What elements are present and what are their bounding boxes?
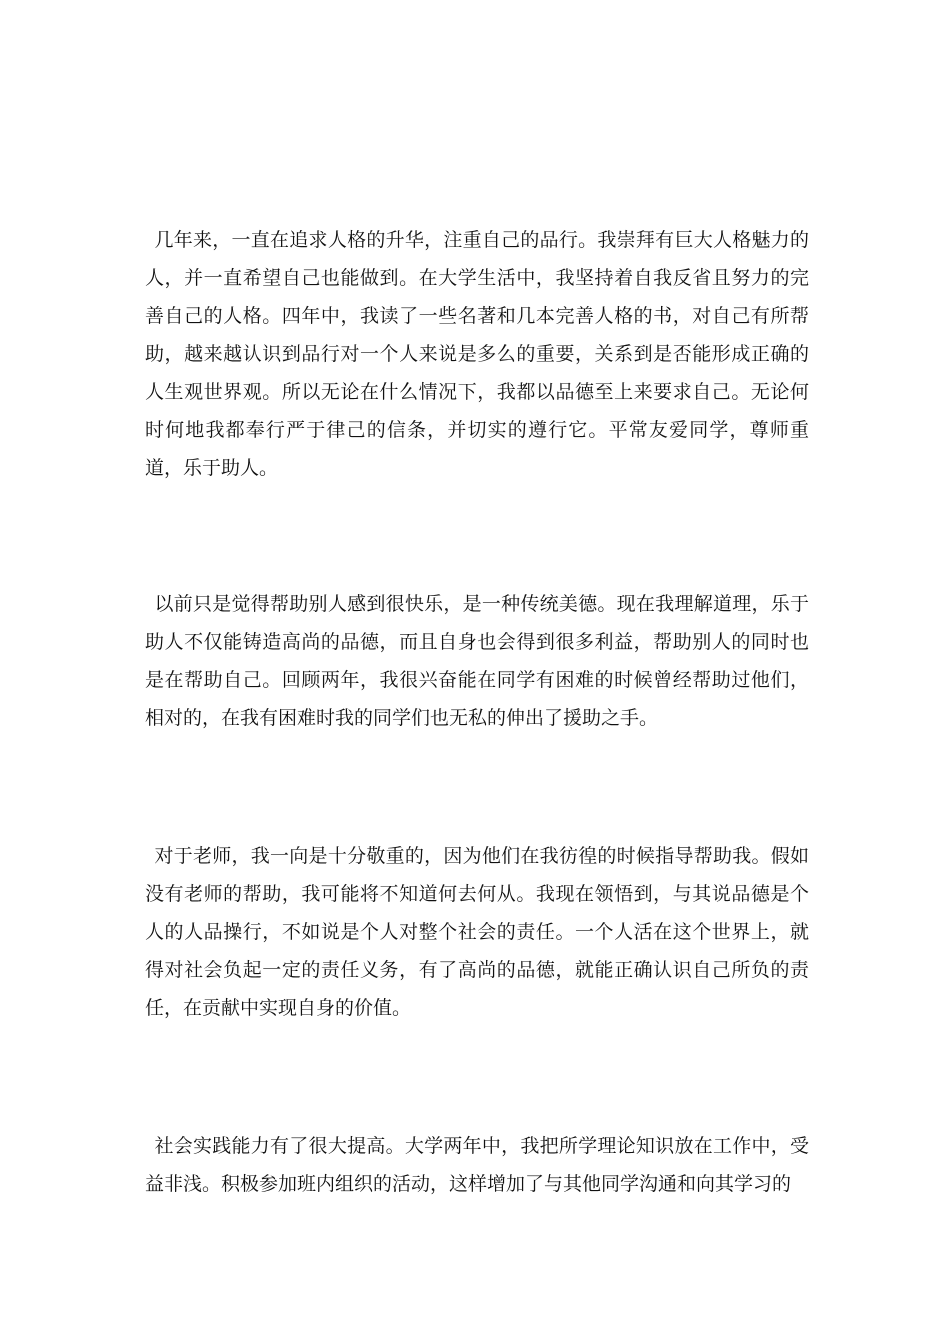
paragraph-social-practice: 社会实践能力有了很大提高。大学两年中，我把所学理论知识放在工作中，受益非浅。积极参加班内组织的活动，这样增加了与其他同学沟通和向其学习的 xyxy=(145,1135,809,1195)
paragraph-helping-others: 以前只是觉得帮助别人感到很快乐，是一种传统美德。现在我理解道理，乐于助人不仅能铸造高尚的品德，而且自身也会得到很多利益，帮助别人的同时也是在帮助自己。回顾两年，我很兴奋能在同学有困难的时候曾经帮助过他们，相对的，在我有困难时我的同学们也无私的伸出了援助之手。 xyxy=(145,593,809,729)
paragraph-respecting-teachers: 对于老师，我一向是十分敬重的，因为他们在我彷徨的时候指导帮助我。假如没有老师的帮助，我可能将不知道何去何从。我现在领悟到，与其说品德是个人的人品操行，不如说是个人对整个社会的责任。一个人活在这个世界上，就得对社会负起一定的责任义务，有了高尚的品德，就能正确认识自己所负的责任，在贡献中实现自身的价值。 xyxy=(145,845,809,1019)
paragraph-character-cultivation: 几年来，一直在追求人格的升华，注重自己的品行。我崇拜有巨大人格魅力的人，并一直希望自己也能做到。在大学生活中，我坚持着自我反省且努力的完善自己的人格。四年中，我读了一些名著和几本完善人格的书，对自己有所帮助，越来越认识到品行对一个人来说是多么的重要，关系到是否能形成正确的人生观世界观。所以无论在什么情况下，我都以品德至上来要求自己。无论何时何地我都奉行严于律己的信条，并切实的遵行它。平常友爱同学，尊师重道，乐于助人。 xyxy=(145,229,809,479)
